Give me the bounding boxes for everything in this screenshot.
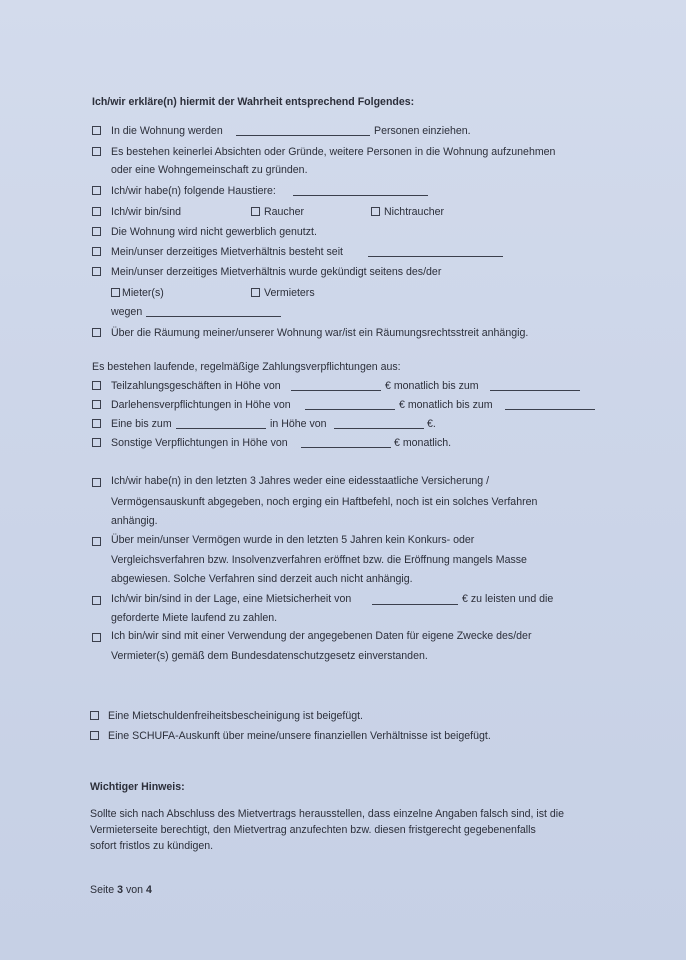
tenant-checkbox[interactable] [111, 288, 120, 297]
other-obligations-label: Sonstige Verpflichtungen in Höhe von [111, 437, 288, 449]
installment-date-field[interactable] [490, 390, 580, 391]
notice-line-3: sofort fristlos zu kündigen. [90, 840, 214, 852]
no-intent-line-1: Es bestehen keinerlei Absichten oder Gründe, weitere Personen in die Wohnung aufzunehmen [111, 146, 556, 158]
deposit-line-2: geforderte Miete laufend zu zahlen. [111, 612, 278, 624]
deposit-line-1: Ich/wir bin/sind in der Lage, eine Mietsicherheit von [111, 593, 352, 605]
one-time-post-label: €. [427, 418, 436, 430]
because-field[interactable] [146, 316, 281, 317]
landlord-label: Vermieters [264, 287, 315, 299]
tenancy-since-checkbox[interactable] [92, 247, 101, 256]
page-number-total: 4 [145, 884, 152, 896]
persons-checkbox[interactable] [92, 126, 101, 135]
installment-checkbox[interactable] [92, 381, 101, 390]
persons-label-post: Personen einziehen. [374, 125, 471, 137]
nonsmoker-checkbox[interactable] [371, 207, 380, 216]
pets-label: Ich/wir habe(n) folgende Haustiere: [111, 185, 276, 197]
installment-label: Teilzahlungsgeschäften in Höhe von [111, 380, 281, 392]
eviction-checkbox[interactable] [92, 328, 101, 337]
pets-checkbox[interactable] [92, 186, 101, 195]
notice-line-2: Vermieterseite berechtigt, den Mietvertrag anzufechten bzw. diesen fristgerecht gegebenenfalls [90, 824, 536, 836]
privacy-checkbox[interactable] [92, 633, 101, 642]
schufa-checkbox[interactable] [90, 731, 99, 740]
notice-line-1: Sollte sich nach Abschluss des Mietvertrags herausstellen, dass einzelne Angaben falsch sind, ist die [90, 808, 565, 820]
not-commercial-label: Die Wohnung wird nicht gewerblich genutzt. [111, 226, 317, 238]
no-intent-line-2: oder eine Wohngemeinschaft zu gründen. [111, 164, 308, 176]
privacy-line-2: Vermieter(s) gemäß dem Bundesdatenschutzgesetz einverstanden. [111, 650, 428, 662]
tenancy-since-label: Mein/unser derzeitiges Mietverhältnis besteht seit [111, 246, 343, 258]
page-number-prefix: Seite [90, 884, 118, 896]
page-number-current: 3 [117, 884, 123, 896]
smoker-checkbox[interactable] [251, 207, 260, 216]
pets-field[interactable] [293, 195, 428, 196]
nonsmoker-label: Nichtraucher [384, 206, 445, 218]
no-intent-checkbox[interactable] [92, 147, 101, 156]
loan-amount-field[interactable] [305, 409, 395, 410]
insolvency-line-3: abgewiesen. Solche Verfahren sind derzeit auch nicht anhängig. [111, 573, 413, 585]
tenancy-since-field[interactable] [368, 256, 503, 257]
schufa-label: Eine SCHUFA-Auskunft über meine/unsere finanziellen Verhältnisse ist beigefügt. [108, 730, 491, 742]
loan-checkbox[interactable] [92, 400, 101, 409]
page-number-mid: von [123, 884, 146, 896]
affidavit-checkbox[interactable] [92, 478, 101, 487]
one-time-label: Eine bis zum [111, 418, 172, 430]
tenant-label: Mieter(s) [122, 287, 164, 299]
landlord-checkbox[interactable] [251, 288, 260, 297]
other-obligations-post-label: € monatlich. [394, 437, 452, 449]
installment-mid-label: € monatlich bis zum [385, 380, 479, 392]
affidavit-line-2: Vermögensauskunft abgegeben, noch erging ein Haftbefehl, noch ist ein solches Verfahren [111, 496, 538, 508]
affidavit-line-1: Ich/wir habe(n) in den letzten 3 Jahres weder eine eidesstaatliche Versicherung / [111, 475, 490, 487]
rent-clearance-label: Eine Mietschuldenfreiheitsbescheinigung ist beigefügt. [108, 710, 364, 722]
one-time-amount-field[interactable] [334, 428, 424, 429]
smoker-status-checkbox[interactable] [92, 207, 101, 216]
deposit-checkbox[interactable] [92, 596, 101, 605]
eviction-label: Über die Räumung meiner/unserer Wohnung war/ist ein Räumungsrechtsstreit anhängig. [111, 327, 529, 339]
privacy-line-1: Ich bin/wir sind mit einer Verwendung der angegebenen Daten für eigene Zwecke des/der [111, 630, 532, 642]
loan-date-field[interactable] [505, 409, 595, 410]
persons-count-field[interactable] [236, 135, 370, 136]
tenancy-terminated-checkbox[interactable] [92, 267, 101, 276]
tenancy-terminated-label: Mein/unser derzeitiges Mietverhältnis wurde gekündigt seitens des/der [111, 266, 442, 278]
notice-heading: Wichtiger Hinweis: [90, 781, 185, 793]
payments-heading: Es bestehen laufende, regelmäßige Zahlungsverpflichtungen aus: [92, 361, 401, 373]
smoker-label: Raucher [264, 206, 305, 218]
persons-label-pre: In die Wohnung werden [111, 125, 223, 137]
not-commercial-checkbox[interactable] [92, 227, 101, 236]
one-time-mid-label: in Höhe von [270, 418, 327, 430]
affidavit-line-3: anhängig. [111, 515, 158, 527]
loan-label: Darlehensverpflichtungen in Höhe von [111, 399, 291, 411]
deposit-line-1-post: € zu leisten und die [462, 593, 554, 605]
insolvency-checkbox[interactable] [92, 537, 101, 546]
insolvency-line-2: Vergleichsverfahren bzw. Insolvenzverfahren eröffnet bzw. die Eröffnung mangels Masse [111, 554, 527, 566]
one-time-checkbox[interactable] [92, 419, 101, 428]
rent-clearance-checkbox[interactable] [90, 711, 99, 720]
smoker-status-label: Ich/wir bin/sind [111, 206, 182, 218]
one-time-date-field[interactable] [176, 428, 266, 429]
deposit-amount-field[interactable] [372, 604, 458, 605]
other-obligations-amount-field[interactable] [301, 447, 391, 448]
installment-amount-field[interactable] [291, 390, 381, 391]
because-label: wegen [111, 306, 143, 318]
other-obligations-checkbox[interactable] [92, 438, 101, 447]
loan-mid-label: € monatlich bis zum [399, 399, 493, 411]
page-number [90, 884, 152, 897]
declaration-heading: Ich/wir erkläre(n) hiermit der Wahrheit entsprechend Folgendes: [92, 96, 415, 108]
insolvency-line-1: Über mein/unser Vermögen wurde in den letzten 5 Jahren kein Konkurs- oder [111, 534, 475, 546]
